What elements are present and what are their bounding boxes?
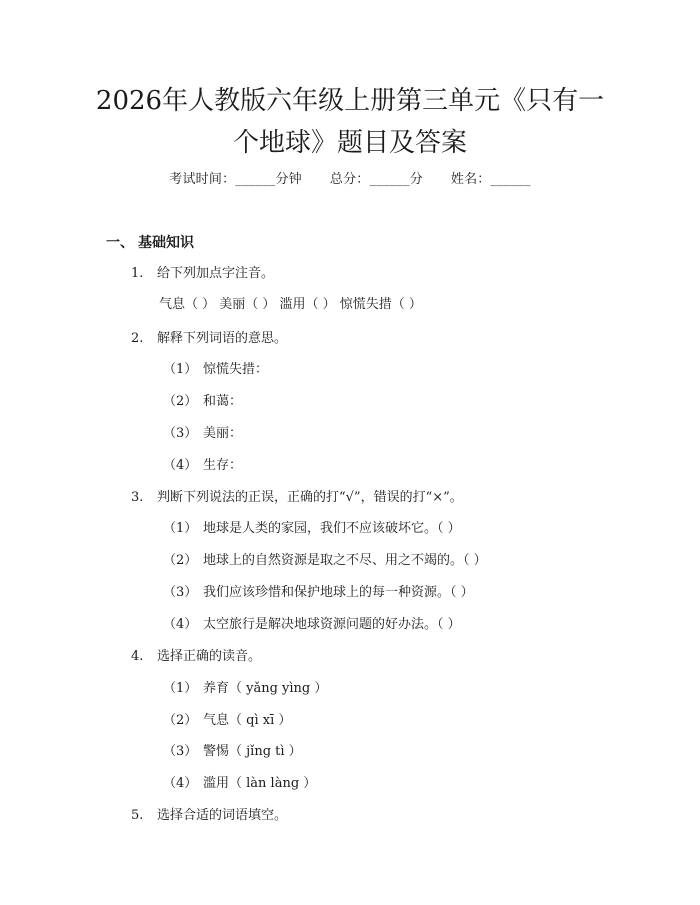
item-text: 惊慌失措： <box>203 362 269 377</box>
question-number: 2. <box>131 331 144 346</box>
exam-time: 考试时间：______分钟 <box>169 172 302 187</box>
item-number: （2） <box>163 553 198 568</box>
question-text: 解释下列词语的意思。 <box>157 331 288 346</box>
q2-item <box>163 390 242 409</box>
item-text: 太空旅行是解决地球资源问题的好办法。（ ） <box>203 617 461 632</box>
exam-score: 总分：______分 <box>329 172 423 187</box>
page-title <box>0 80 700 164</box>
section-number: 一、 <box>106 235 134 251</box>
item-text: 地球上的自然资源是取之不尽、用之不竭的。（ ） <box>203 553 487 568</box>
question-4 <box>131 645 261 664</box>
item-text: 养育（ yǎng yìng ） <box>203 681 328 696</box>
q4-item <box>163 772 316 791</box>
item-text: 美丽： <box>203 426 243 441</box>
section-label: 基础知识 <box>138 235 194 251</box>
q4-item <box>163 709 291 728</box>
question-number: 3. <box>131 490 144 505</box>
q2-item <box>163 358 268 377</box>
item-number: （3） <box>163 426 198 441</box>
section-heading <box>106 232 194 252</box>
question-number: 1. <box>131 266 144 281</box>
question-text: 给下列加点字注音。 <box>157 266 275 281</box>
item-text: 生存： <box>203 458 243 473</box>
q3-item <box>163 517 461 536</box>
item-text: 和蔼： <box>203 394 243 409</box>
question-text: 选择正确的读音。 <box>157 649 262 664</box>
item-number: （4） <box>163 617 198 632</box>
item-number: （1） <box>163 362 198 377</box>
question-3 <box>131 486 463 505</box>
question-2 <box>131 327 287 346</box>
item-number: （3） <box>163 585 198 600</box>
q3-item <box>163 581 474 600</box>
item-number: （2） <box>163 713 198 728</box>
item-number: （2） <box>163 394 198 409</box>
item-text: 滥用（ làn làng ） <box>203 776 317 791</box>
item-number: （1） <box>163 521 198 536</box>
question-text: 判断下列说法的正误，正确的打“√”，错误的打“×”。 <box>157 490 463 505</box>
q2-item <box>163 422 242 441</box>
q3-item <box>163 613 461 632</box>
question-5 <box>131 804 287 823</box>
title-line-2: 个地球》题目及答案 <box>232 128 467 158</box>
item-number: （3） <box>163 744 198 759</box>
item-text: 警惕（ jǐng tì ） <box>203 744 302 759</box>
item-text: 气息（ qì xī ） <box>203 713 292 728</box>
item-number: （1） <box>163 681 198 696</box>
q4-item <box>163 677 327 696</box>
item-text: 地球是人类的家园，我们不应该破坏它。（ ） <box>203 521 461 536</box>
student-name: 姓名：______ <box>450 172 531 187</box>
q4-item <box>163 740 302 759</box>
question-1 <box>131 262 274 281</box>
question-text: 选择合适的词语填空。 <box>157 808 288 823</box>
item-number: （4） <box>163 458 198 473</box>
q1-items: 气息（ ） 美丽（ ） 滥用（ ） 惊慌失措（ ） <box>159 297 422 312</box>
question-number: 4. <box>131 649 144 664</box>
item-number: （4） <box>163 776 198 791</box>
item-text: 我们应该珍惜和保护地球上的每一种资源。（ ） <box>203 585 474 600</box>
q3-item <box>163 549 487 568</box>
q2-item <box>163 454 242 473</box>
exam-meta <box>0 168 700 187</box>
title-line-1: 2026年人教版六年级上册第三单元《只有一 <box>95 86 605 116</box>
question-number: 5. <box>131 808 144 823</box>
